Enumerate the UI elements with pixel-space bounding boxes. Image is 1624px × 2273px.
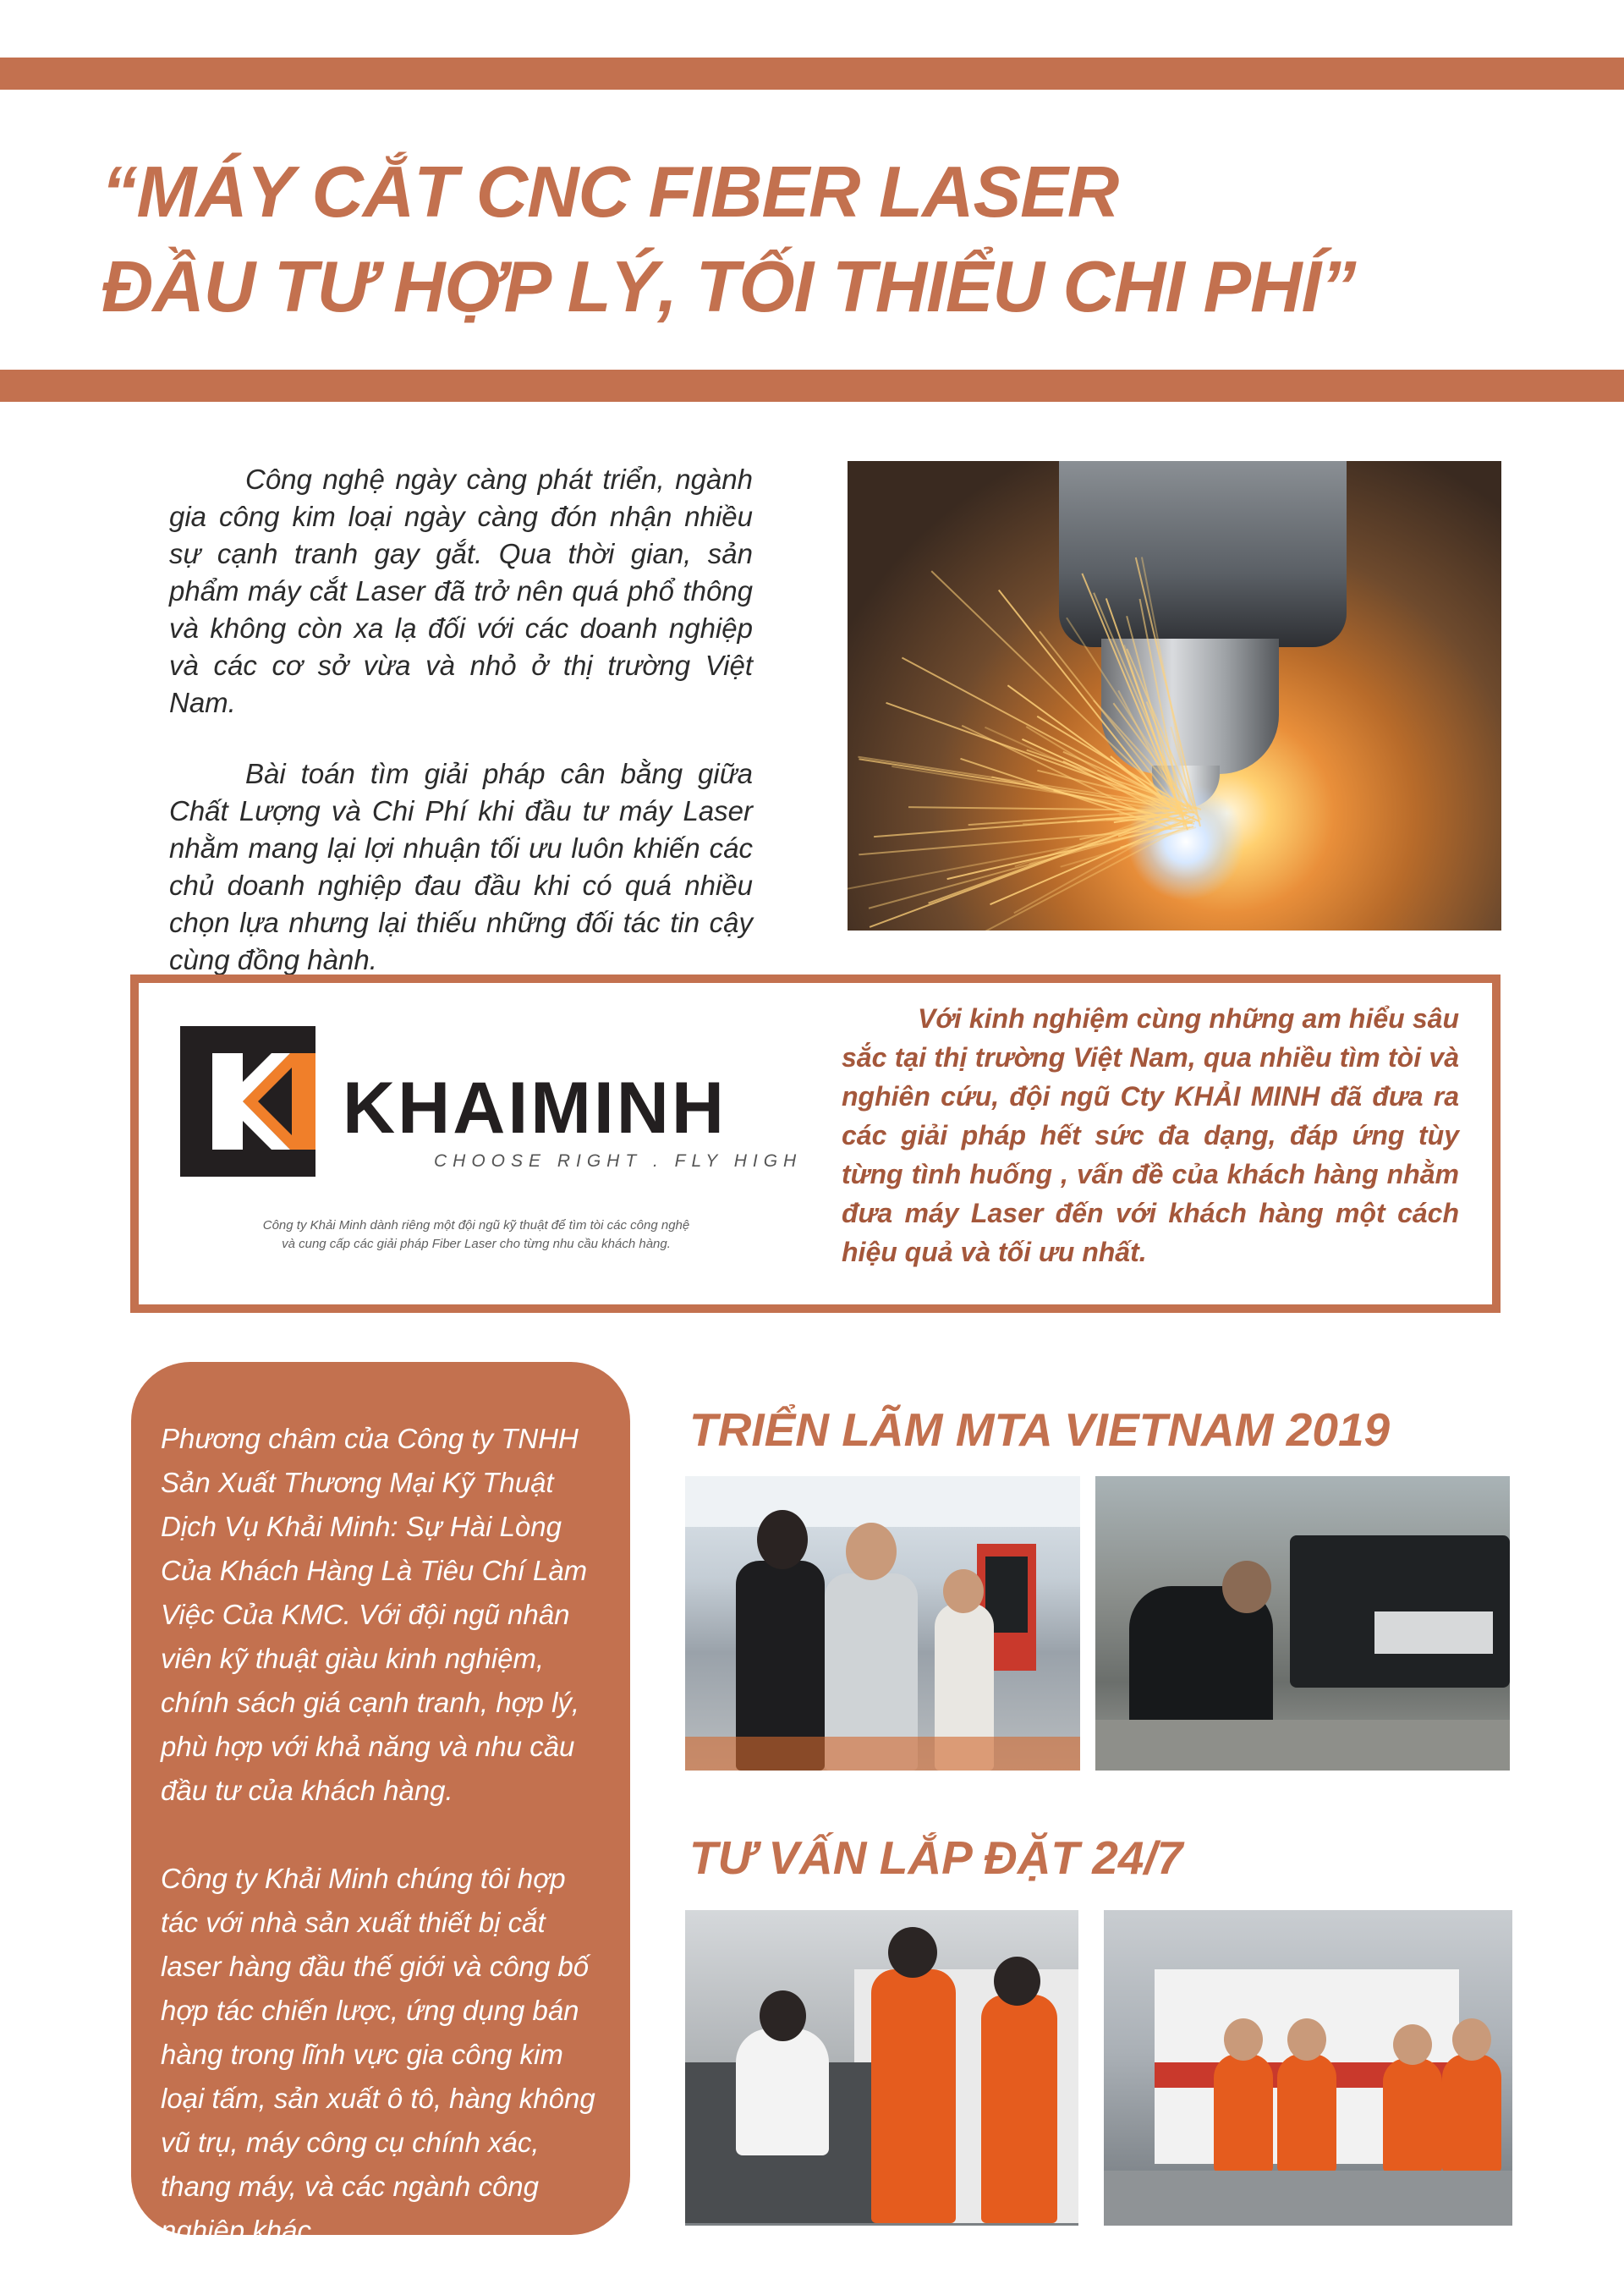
khaiminh-logo-mark [180,1026,324,1178]
factory-floor [1095,1720,1510,1771]
crew-head-4 [1452,2018,1491,2061]
visitor-head-2 [846,1523,897,1580]
intro-text [169,461,753,1013]
installation-heading: TƯ VẤN LẮP ĐẶT 24/7 [689,1831,1183,1884]
logo-caption [180,1216,772,1254]
booth-ceiling [685,1476,1080,1527]
crew-figure-4 [1442,2054,1501,2172]
top-accent-bar [0,58,1624,90]
company-box-text: Với kinh nghiệm cùng những am hiểu sâu sắc tại thị trường Việt Nam, qua nhiều tìm tòi và nghiên cứu, đội ngũ Cty KHẢI MINH đã đưa ra các giải pháp hết sức đa dạng, đáp ứng tùy từng tình huống , vấn đề của khách hàng nhằm đưa máy Laser đến với khách hàng một cách hiệu quả và tối ưu nhất. [842,1003,1459,1267]
technician-figure-1 [736,2029,829,2155]
crew-figure-2 [1277,2054,1336,2172]
logo-caption-line-1: Công ty Khải Minh dành riêng một đội ngũ kỹ thuật để tìm tòi các công nghệ [262,1218,690,1233]
mission-paragraph-2: Công ty Khải Minh chúng tôi hợp tác với nhà sản xuất thiết bị cắt laser hàng đầu thế giới và công bố hợp tác chiến lược, ứng dụng bán hàng trong lĩnh vực gia công kim loại tấm, sản xuất ô tô, hàng không vũ trụ, máy công cụ chính xác, thang máy, và các ngành công nghiệp khác. [161,1863,595,2246]
title-line-2: ĐẦU TƯ HỢP LÝ, TỐI THIỂU CHI PHÍ” [102,247,1356,327]
bottom-accent-bar [0,370,1624,402]
mission-paragraph-1: Phương châm của Công ty TNHH Sản Xuất Thương Mại Kỹ Thuật Dịch Vụ Khải Minh: Sự Hài Lòng Của Khách Hàng Là Tiêu Chí Làm Việc Của KMC. Với đội ngũ nhân viên kỹ thuật giàu kinh nghiệm, chính sách giá cạnh tranh, hợp lý, phù hợp với khả năng và nhu cầu đầu tư của khách hàng. [161,1423,588,1806]
installation-photo-2 [1104,1910,1512,2226]
crew-figure-1 [1214,2054,1273,2172]
mission-panel-text [161,1417,605,2273]
crew-head-2 [1287,2018,1326,2061]
booth-floor [685,1737,1080,1771]
technician-head-3 [994,1957,1040,2006]
laser-cutting-photo [848,461,1501,931]
technician-figure-2 [871,1969,956,2223]
company-logo [180,1026,803,1178]
exhibition-photo-1 [685,1476,1080,1771]
intro-paragraph-1: Công nghệ ngày càng phát triển, ngành gia công kim loại ngày càng đón nhận nhiều sự cạnh tranh gay gắt. Qua thời gian, sản phẩm máy cắt Laser đã trở nên quá phổ thông và không còn xa lạ đối với các doanh nghiệp và các cơ sở vừa và nhỏ ở thị trường Việt Nam. [169,464,753,718]
logo-slogan: CHOOSE RIGHT . FLY HIGH [434,1151,803,1171]
intro-paragraph-2: Bài toán tìm giải pháp cân bằng giữa Chất Lượng và Chi Phí khi đầu tư máy Laser nhằm mang lại lợi nhuận tối ưu luôn khiến các chủ doanh nghiệp đau đầu khi có quá nhiều chọn lựa nhưng lại thiếu những đối tác tin cậy cùng đồng hành. [169,758,753,975]
exhibition-heading: TRIỂN LÃM MTA VIETNAM 2019 [689,1403,1391,1456]
logo-name: KHAIMINH [343,1068,727,1149]
page-title [102,145,1539,335]
workshop-floor [1104,2171,1512,2226]
laser-machine-panel [1374,1611,1493,1654]
visitor-head-3 [943,1569,984,1613]
installation-photo-1 [685,1910,1078,2226]
exhibition-photo-2 [1095,1476,1510,1771]
crew-figure-3 [1383,2058,1442,2172]
title-line-1: “MÁY CẮT CNC FIBER LASER [102,152,1119,233]
technician-head [1222,1561,1271,1613]
crew-head-3 [1393,2024,1432,2065]
spark [892,766,1177,813]
technician-head-2 [888,1927,937,1978]
visitor-head-1 [757,1510,808,1569]
logo-caption-line-2: và cung cấp các giải pháp Fiber Laser cho từng nhu cầu khách hàng. [282,1237,671,1251]
technician-head-1 [760,1990,806,2041]
technician-figure-3 [981,1995,1057,2223]
crew-head-1 [1224,2018,1263,2061]
